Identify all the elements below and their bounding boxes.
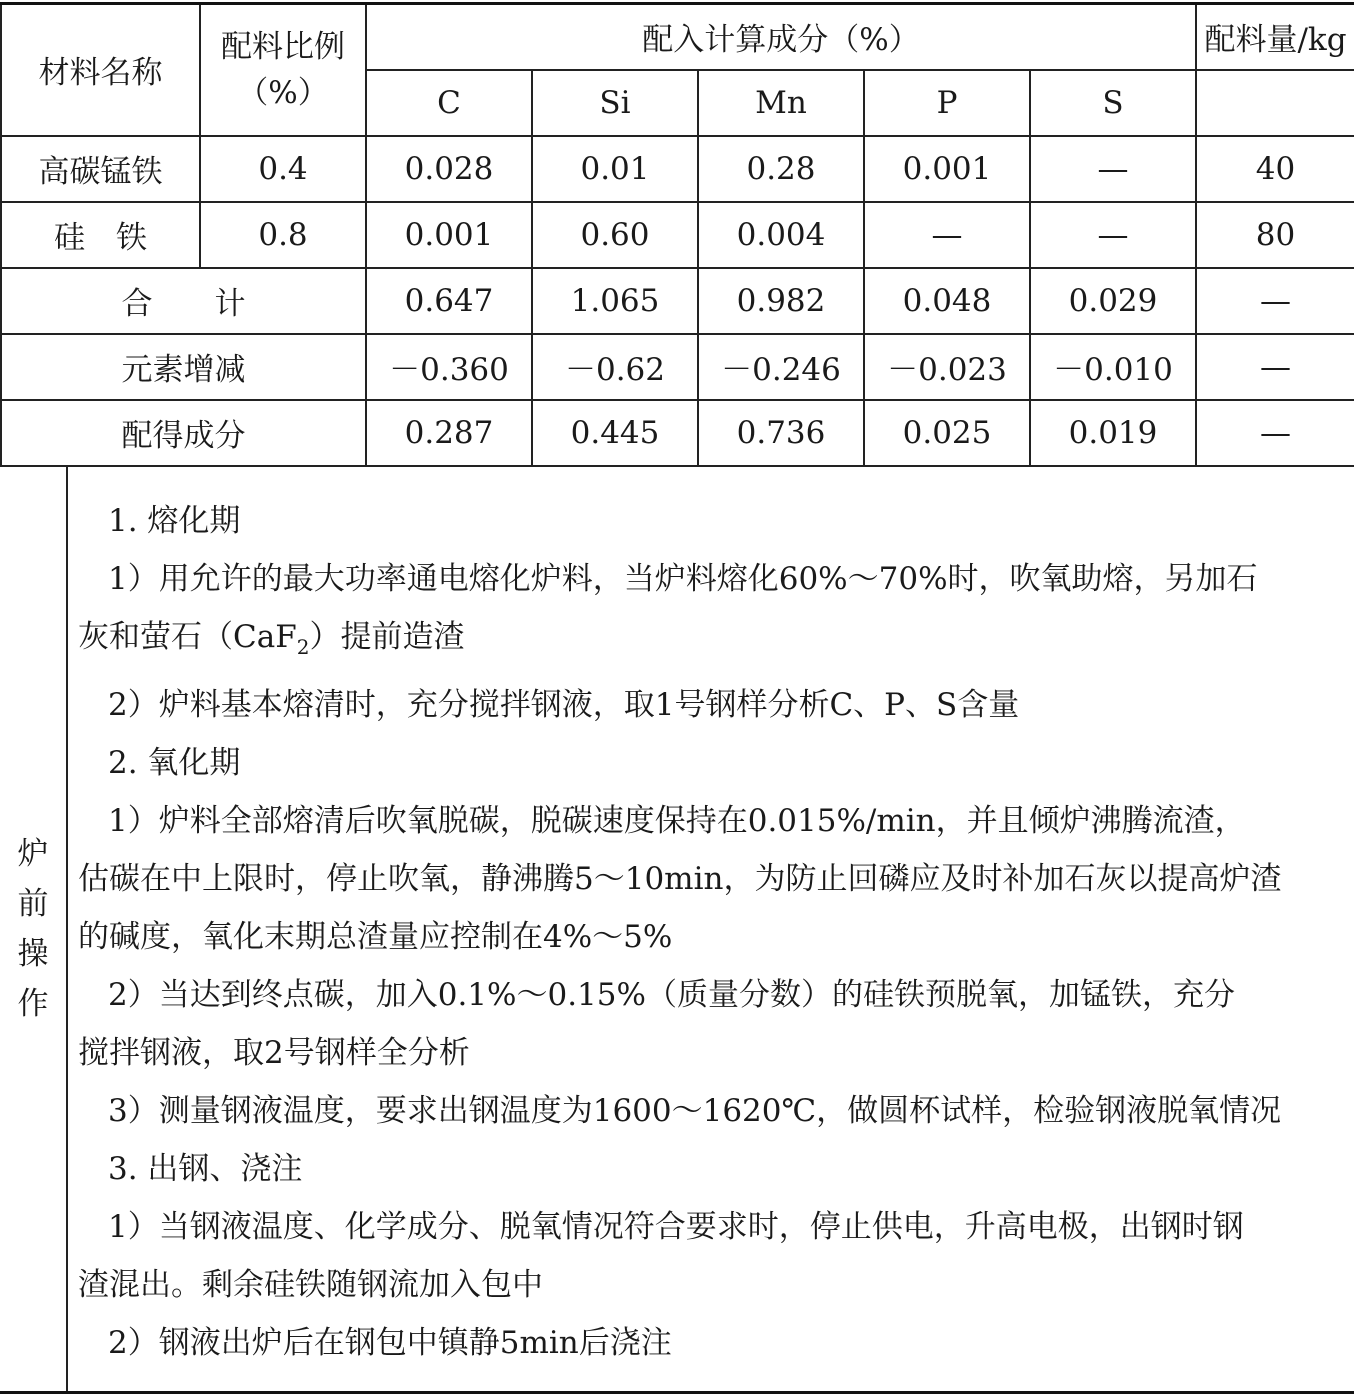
cell-mn: 0.982	[698, 268, 864, 334]
operations-label-char: 炉	[17, 835, 49, 872]
cell-si: 0.445	[532, 400, 698, 466]
operation-line: 3）测量钢液温度，要求出钢温度为1600～1620℃，做圆杯试样，检验钢液脱氧情况	[108, 1093, 1282, 1130]
operation-line-caf2	[78, 608, 1346, 676]
operation-line: 2）钢液出炉后在钢包中镇静5min后浇注	[108, 1325, 672, 1362]
cell-c: 0.028	[366, 136, 532, 202]
summary-row-result	[1, 400, 1354, 466]
cell-p: －0.023	[864, 334, 1030, 400]
header-element-s: S	[1030, 70, 1196, 136]
cell-p: 0.048	[864, 268, 1030, 334]
cell-ratio: 0.8	[200, 202, 366, 268]
cell-name: 配得成分	[1, 400, 366, 466]
cell-amount: —	[1196, 400, 1354, 466]
cell-s: —	[1030, 136, 1196, 202]
operations-label-char: 前	[17, 885, 49, 922]
cell-name: 硅 铁	[1, 202, 200, 268]
cell-si: 0.01	[532, 136, 698, 202]
composition-table	[0, 2, 1354, 467]
cell-ratio: 0.4	[200, 136, 366, 202]
cell-c: 0.647	[366, 268, 532, 334]
cell-amount: 40	[1196, 136, 1354, 202]
section-heading-melting: 1. 熔化期	[108, 503, 241, 539]
cell-p: 0.025	[864, 400, 1030, 466]
cell-si: 1.065	[532, 268, 698, 334]
cell-amount: —	[1196, 268, 1354, 334]
operations-text	[78, 492, 1346, 1372]
operation-line: 2）当达到终点碳，加入0.1%～0.15%（质量分数）的硅铁预脱氧，加锰铁，充分	[108, 977, 1235, 1014]
caf2-subscript: 2	[296, 635, 310, 660]
cell-si: 0.60	[532, 202, 698, 268]
operation-line: 1）炉料全部熔清后吹氧脱碳，脱碳速度保持在0.015%/min，并且倾炉沸腾流渣，	[108, 803, 1246, 840]
header-calc-composition: 配入计算成分（%）	[366, 4, 1196, 70]
cell-s: 0.029	[1030, 268, 1196, 334]
table-row	[1, 202, 1354, 268]
summary-row-change	[1, 334, 1354, 400]
cell-s: 0.019	[1030, 400, 1196, 466]
header-amount: 配料量/kg	[1196, 4, 1354, 70]
section-heading-tapping: 3. 出钢、浇注	[108, 1151, 303, 1188]
operations-label	[0, 466, 68, 1391]
operation-line: 的碱度，氧化末期总渣量应控制在4%～5%	[78, 919, 673, 956]
header-ratio-line2: （%）	[237, 74, 329, 111]
cell-c: 0.287	[366, 400, 532, 466]
operation-line: 渣混出。剩余硅铁随钢流加入包中	[78, 1267, 543, 1304]
cell-amount: 80	[1196, 202, 1354, 268]
section-heading-oxidation: 2. 氧化期	[108, 745, 241, 782]
cell-mn: 0.004	[698, 202, 864, 268]
cell-p: —	[864, 202, 1030, 268]
operation-line: 搅拌钢液，取2号钢样全分析	[78, 1035, 470, 1072]
summary-row-total	[1, 268, 1354, 334]
cell-name: 元素增减	[1, 334, 366, 400]
header-ratio	[200, 4, 366, 136]
header-element-p: P	[864, 70, 1030, 136]
caf2-prefix: 灰和萤石（CaF	[78, 619, 297, 655]
operations-label-char: 作	[17, 985, 49, 1022]
cell-c: －0.360	[366, 334, 532, 400]
cell-p: 0.001	[864, 136, 1030, 202]
caf2-suffix: ）提前造渣	[309, 619, 465, 655]
cell-mn: 0.28	[698, 136, 864, 202]
cell-name: 高碳锰铁	[1, 136, 200, 202]
furnace-operations-section	[0, 466, 1354, 1394]
cell-s: —	[1030, 202, 1196, 268]
header-element-c: C	[366, 70, 532, 136]
cell-name: 合 计	[1, 268, 366, 334]
table-row	[1, 136, 1354, 202]
cell-mn: －0.246	[698, 334, 864, 400]
header-material-name: 材料名称	[1, 4, 200, 136]
operation-line: 2）炉料基本熔清时，充分搅拌钢液，取1号钢样分析C、P、S含量	[108, 687, 1020, 724]
operation-line: 估碳在中上限时，停止吹氧，静沸腾5～10min，为防止回磷应及时补加石灰以提高炉渣	[78, 861, 1282, 898]
operation-line: 1）当钢液温度、化学成分、脱氧情况符合要求时，停止供电，升高电极，出钢时钢	[108, 1209, 1244, 1246]
cell-s: －0.010	[1030, 334, 1196, 400]
operations-label-char: 操	[17, 935, 49, 972]
header-element-mn: Mn	[698, 70, 864, 136]
cell-amount: —	[1196, 334, 1354, 400]
header-ratio-line1: 配料比例	[221, 28, 345, 65]
header-element-si: Si	[532, 70, 698, 136]
cell-c: 0.001	[366, 202, 532, 268]
cell-mn: 0.736	[698, 400, 864, 466]
operation-line: 1）用允许的最大功率通电熔化炉料，当炉料熔化60%～70%时，吹氧助熔，另加石	[108, 561, 1258, 597]
cell-si: －0.62	[532, 334, 698, 400]
header-amount-blank	[1196, 70, 1354, 136]
